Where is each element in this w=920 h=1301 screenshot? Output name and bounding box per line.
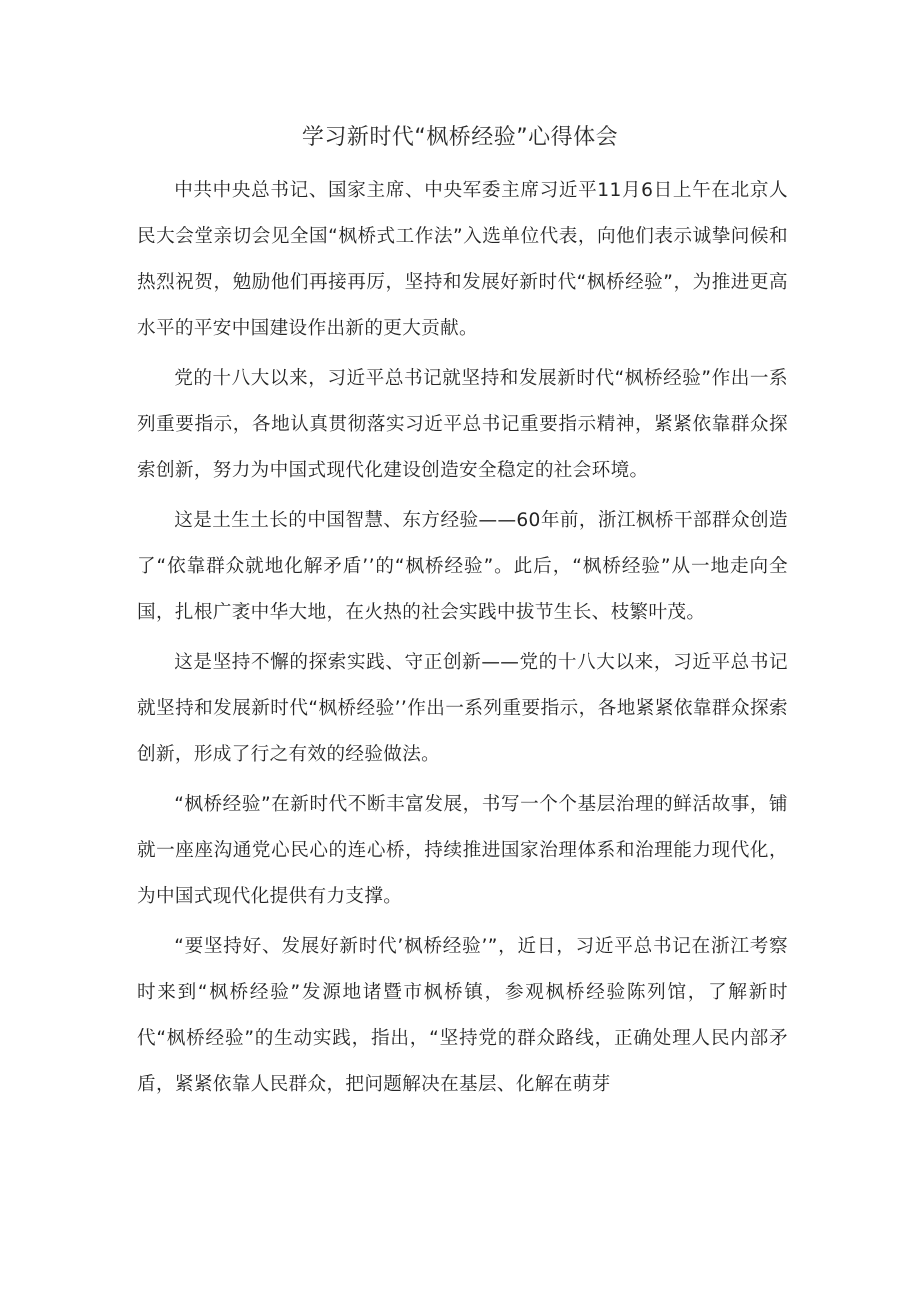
paragraph-3: 这是土生土长的中国智慧、东方经验——60年前，浙江枫桥干部群众创造了“依靠群众就地化解矛盾’’的“枫桥经验”。此后，“枫桥经验”从一地走向全国，扎根广袤中华大地，在火热的社会实践中拔节生长、枝繁叶茂。 bbox=[137, 510, 788, 623]
document-body bbox=[137, 168, 788, 1108]
paragraph-5: “枫桥经验”在新时代不断丰富发展，书写一个个基层治理的鲜活故事，铺就一座座沟通党心民心的连心桥，持续推进国家治理体系和治理能力现代化，为中国式现代化提供有力支撑。 bbox=[137, 794, 788, 907]
paragraph-2: 党的十八大以来，习近平总书记就坚持和发展新时代“枫桥经验”作出一系列重要指示，各地认真贯彻落实习近平总书记重要指示精神，紧紧依靠群众探索创新，努力为中国式现代化建设创造安全稳定的社会环境。 bbox=[137, 368, 788, 481]
document-title: 学习新时代“枫桥经验”心得体会 bbox=[301, 125, 619, 150]
paragraph-6: “要坚持好、发展好新时代’枫桥经验’”，近日，习近平总书记在浙江考察时来到“枫桥经验”发源地诸暨市枫桥镇，参观枫桥经验陈列馆，了解新时代“枫桥经验”的生动实践，指出，“坚持党的群众路线，正确处理人民内部矛盾，紧紧依靠人民群众，把问题解决在基层、化解在萌芽 bbox=[137, 936, 788, 1095]
paragraph-1: 中共中央总书记、国家主席、中央军委主席习近平11月6日上午在北京人民大会堂亲切会见全国“枫桥式工作法”入选单位代表，向他们表示诚挚问候和热烈祝贺，勉励他们再接再厉，坚持和发展好新时代“枫桥经验”，为推进更高水平的平安中国建设作出新的更大贡献。 bbox=[137, 180, 788, 339]
paragraph-4: 这是坚持不懈的探索实践、守正创新——党的十八大以来，习近平总书记就坚持和发展新时代“枫桥经验’’作出一系列重要指示，各地紧紧依靠群众探索创新，形成了行之有效的经验做法。 bbox=[137, 652, 788, 765]
